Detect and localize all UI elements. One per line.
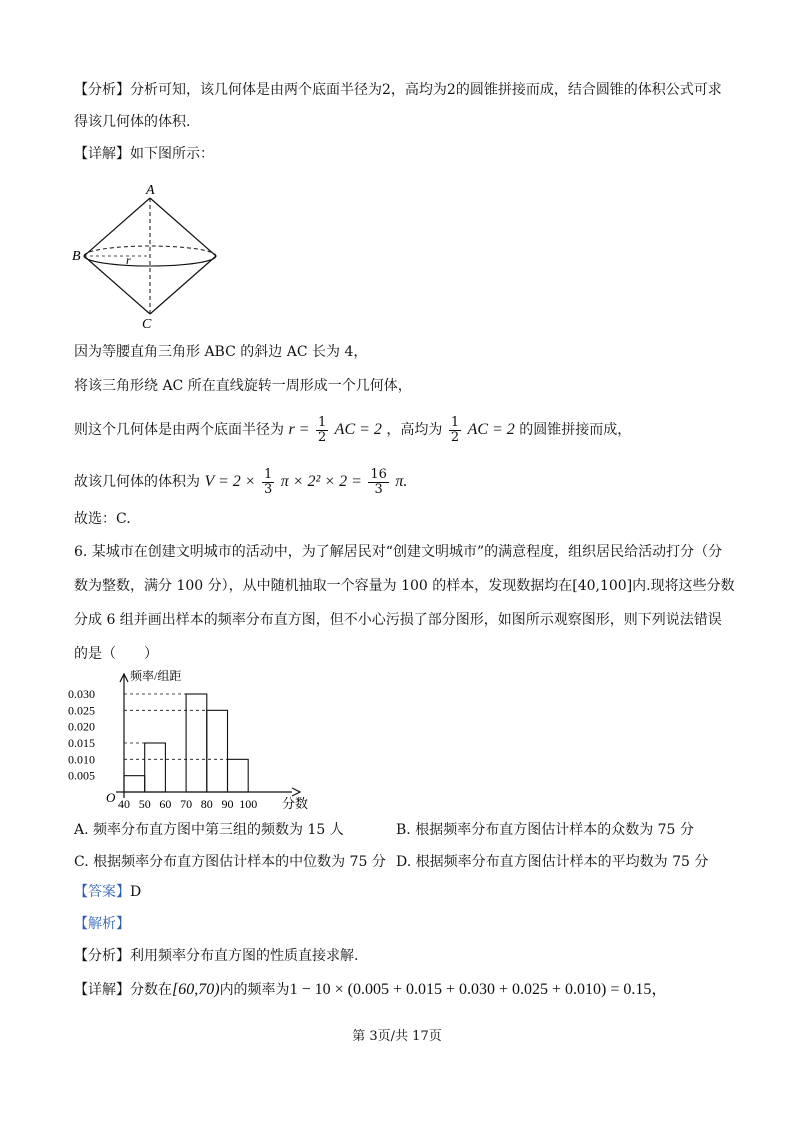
detail-line	[74, 144, 214, 164]
x-axis-label: 分数	[282, 796, 309, 811]
origin-label: O	[106, 790, 116, 805]
fraction-numerator: 1	[317, 414, 327, 430]
radius-label: r	[126, 253, 131, 267]
reasoning-line-1: 因为等腰直角三角形 ABC 的斜边 AC 长为 4，	[74, 344, 368, 360]
fraction-numerator: 16	[370, 466, 387, 482]
x-tick-label: 70	[180, 797, 193, 811]
histogram-bar	[124, 776, 145, 792]
x-tick-label: 60	[159, 797, 172, 811]
analysis-2-text: 利用频率分布直方图的性质直接求解.	[130, 948, 359, 964]
frequency-histogram	[66, 664, 316, 814]
y-tick-label: 0.030	[68, 687, 95, 701]
option-c[interactable]: C. 根据频率分布直方图估计样本的中位数为 75 分	[74, 854, 386, 870]
detail-2-tag: 【详解】	[74, 982, 130, 998]
y-tick-label: 0.010	[68, 752, 95, 767]
y-tick-label: 0.020	[68, 719, 95, 734]
reasoning-line-4-text-a: 故该几何体的体积为	[74, 474, 200, 490]
x-tick-label: 50	[138, 797, 151, 811]
interval-notation: [60,70)	[172, 981, 220, 998]
question-6-line-4: 的是（ ）	[74, 646, 158, 662]
vertex-a-label: A	[146, 183, 155, 198]
page-footer: 第 3页/共 17页	[352, 1029, 442, 1044]
third-fraction	[262, 468, 274, 497]
option-a[interactable]: A. 频率分布直方图中第三组的频数为 15 人	[74, 822, 344, 838]
question-6-line-1: 6. 某城市在创建文明城市的活动中，为了解居民对“创建文明城市”的满意程度，组织居民给活动打分（分	[74, 544, 723, 560]
y-axis-label: 频率/组距	[130, 669, 182, 683]
vertex-c-label: C	[142, 317, 152, 330]
histogram-bar	[145, 743, 166, 792]
height-equation: AC = 2	[467, 421, 515, 438]
fraction-denominator: 2	[450, 429, 460, 445]
radius-equation-lhs: r =	[288, 421, 310, 438]
fraction-numerator: 1	[263, 466, 273, 482]
y-tick-label: 0.015	[68, 736, 95, 750]
x-tick-label: 100	[239, 797, 258, 811]
fraction-numerator: 1	[450, 414, 460, 430]
x-tick-label: 90	[221, 797, 234, 811]
histogram-bar	[207, 710, 228, 792]
histogram-bar	[186, 694, 207, 792]
question-6-line-2: 数为整数，满分 100 分），从中随机抽取一个容量为 100 的样本，发现数据均在[40,100]内.现将这些分数	[74, 578, 735, 594]
x-tick-label: 40	[118, 797, 130, 811]
question-6-line-3: 分成 6 组并画出样本的频率分布直方图，但不小心污损了部分图形，如图所示观察图形，则下列说法错误	[74, 612, 722, 628]
reasoning-line-3-text-d: ，高均为	[386, 422, 443, 438]
solution-tag: 【解析】	[74, 916, 130, 932]
detail-2-text-a: 分数在	[130, 982, 172, 998]
volume-equation-mid: π × 2² × 2 =	[280, 473, 362, 490]
frequency-formula: 1 − 10 × (0.005 + 0.015 + 0.030 + 0.025 + 0.010) = 0.15，	[289, 981, 668, 998]
volume-equation-end: π.	[395, 473, 408, 490]
x-tick-label: 80	[200, 797, 213, 811]
choice-line: 故选：C.	[74, 511, 131, 527]
fraction-denominator: 2	[317, 429, 327, 445]
y-tick-label: 0.005	[68, 768, 95, 783]
answer-tag: 【答案】	[74, 884, 130, 900]
x-axis-arrow	[292, 788, 300, 796]
histogram-bar	[228, 759, 249, 792]
volume-fraction	[368, 468, 389, 497]
option-b[interactable]: B. 根据频率分布直方图估计样本的众数为 75 分	[396, 822, 694, 838]
double-cone-figure	[70, 180, 230, 330]
analysis-line-2: 得该几何体的体积.	[74, 114, 191, 130]
reasoning-line-3	[74, 410, 631, 450]
fraction-denominator: 3	[263, 481, 273, 497]
analysis-2-line	[74, 946, 358, 966]
reasoning-line-4	[74, 462, 407, 502]
detail-text: 如下图所示：	[130, 146, 214, 162]
y-tick-label: 0.025	[68, 703, 95, 718]
analysis-tag: 【分析】	[74, 82, 130, 98]
analysis-line-1	[74, 80, 722, 100]
answer-value: D	[130, 884, 142, 900]
detail-2-text-b: 内的频率为	[219, 982, 290, 998]
half-fraction-2	[449, 416, 461, 445]
detail-2-line	[74, 980, 667, 1000]
analysis-2-tag: 【分析】	[74, 948, 130, 964]
detail-tag: 【详解】	[74, 146, 130, 162]
fraction-denominator: 3	[374, 481, 383, 497]
reasoning-line-3-text-f: 的圆锥拼接而成，	[519, 422, 632, 438]
half-fraction-1	[316, 416, 328, 445]
radius-equation-rhs: AC = 2	[334, 421, 382, 438]
vertex-b-label: B	[72, 249, 81, 264]
reasoning-line-2: 将该三角形绕 AC 所在直线旋转一周形成一个几何体，	[74, 378, 412, 394]
option-d[interactable]: D. 根据频率分布直方图估计样本的平均数为 75 分	[396, 854, 709, 870]
answer-line	[74, 882, 141, 902]
analysis-text-1: 分析可知，该几何体是由两个底面半径为2，高均为2的圆锥拼接而成，结合圆锥的体积公式可求	[130, 82, 722, 98]
reasoning-line-3-text-a: 则这个几何体是由两个底面半径为	[74, 422, 284, 438]
volume-equation-lhs: V = 2 ×	[204, 473, 256, 490]
